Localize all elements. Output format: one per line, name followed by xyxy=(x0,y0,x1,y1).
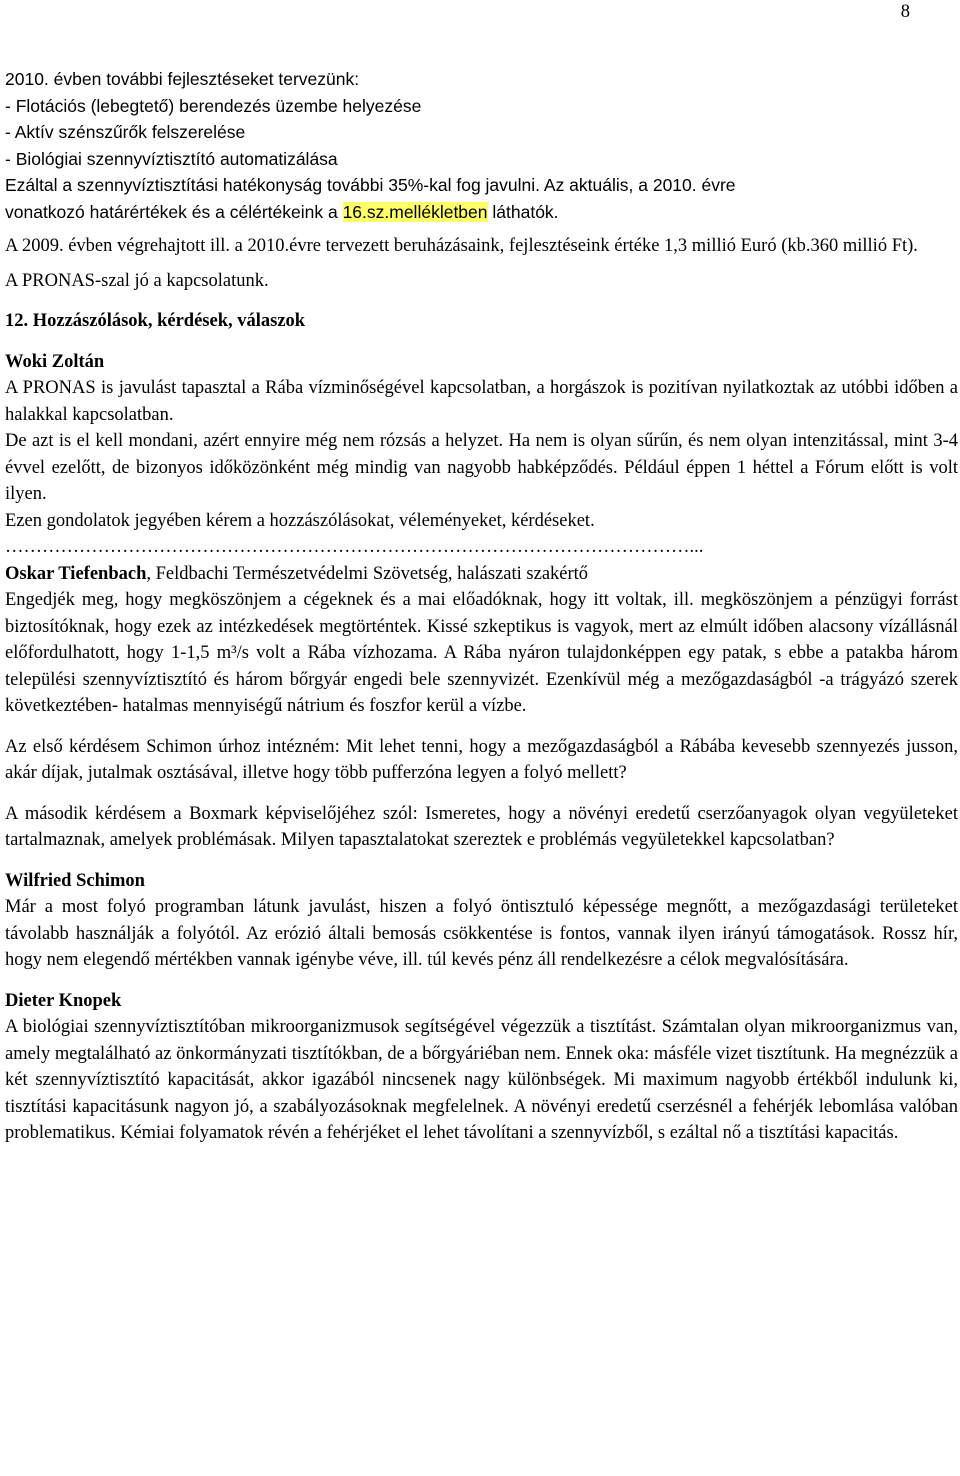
oskar-affiliation: , Feldbachi Természetvédelmi Szövetség, halászati szakértő xyxy=(146,563,589,584)
woki-paragraph-3: Ezen gondolatok jegyében kérem a hozzászólásokat, véleményeket, kérdéseket. xyxy=(5,510,595,531)
speaker-dieter: Dieter Knopek xyxy=(5,990,122,1011)
oskar-question-1: Az első kérdésem Schimon úrhoz intézném: Mit lehet tenni, hogy a mezőgazdaságból a Rábába kevesebb szennyezés jusson, akár díjak, jutalmak osztásával, illetve hogy több pufferzóna legyen a folyó mellett? xyxy=(5,736,958,783)
oskar-paragraph-1: Engedjék meg, hogy megköszönjem a cégeknek és a mai előadóknak, hogy itt voltak, ill. megköszönjem a pénzügyi forrást biztosítóknak, hogy ezek az intézkedések megtörténtek. Kissé szkeptikus is vagyok, mert az elmúlt időben alacsony vízállásnál előfordulhatott, hogy 1-1,5 m³/s volt a Rába vízhozama. A Rába nyáron tulajdonképpen egy patak, s ebbe a patakba három települési szennyvíztisztító és három bőrgyár engedi bele szennyvizét. Ezenkívül még a mezőgazdaságból -a trágyázó szerek következtében- hatalmas mennyiségű nátrium és foszfor kerül a vízbe. xyxy=(5,590,958,716)
page-number: 8 xyxy=(900,2,910,22)
annex-reference: 16.sz.mellékletben xyxy=(342,201,488,222)
intro-line-4: - Biológiai szennyvíztisztító automatizálása xyxy=(5,148,338,169)
woki-paragraph-1: A PRONAS is javulást tapasztal a Rába vízminőségével kapcsolatban, a horgászok is pozitívan nyilatkoztak az utóbbi időben a halakkal kapcsolatban. xyxy=(5,378,958,425)
intro-line-6-start: vonatkozó határértékek és a célértékeink a xyxy=(5,201,343,222)
intro-line-2: - Flotációs (lebegtető) berendezés üzembe helyezése xyxy=(5,95,422,116)
intro-line-5: Ezáltal a szennyvíztisztítási hatékonyság további 35%-kal fog javulni. Az aktuális, a 2010. évre xyxy=(5,175,736,195)
speaker-wilfried: Wilfried Schimon xyxy=(5,870,145,891)
pronas-relation: A PRONAS-szal jó a kapcsolatunk. xyxy=(5,270,269,291)
investment-paragraph: A 2009. évben végrehajtott ill. a 2010.évre tervezett beruházásaink, fejlesztéseink értéke 1,3 millió Euró (kb.360 millió Ft). xyxy=(5,236,918,256)
intro-line-3: - Aktív szénszűrők felszerelése xyxy=(5,122,246,142)
oskar-header xyxy=(5,561,958,588)
intro-line-6 xyxy=(5,199,958,226)
dieter-paragraph: A biológiai szennyvíztisztítóban mikroorganizmusok segítségével végezzük a tisztítást. Számtalan olyan mikroorganizmus van, amely megtalálható az önkormányzati tisztítókban, de a bőrgyáriéban nem. Ennek oka: másféle vizet tisztítunk. Ha megnézzük a két szennyvíztisztító kapacitását, akkor igazából nincsenek nagy különbségek. Mi maximum nagyobb értékből indulunk ki, tisztítási kapacitásunk nagyon jó, a szabályozásoknak megfelelnek. A növényi eredetű cserzésnél a fehérjék lebomlása valóban problematikus. Kémiai folyamatok révén a fehérjéket el lehet távolítani a szennyvízből, s ezáltal nő a tisztítási kapacitás. xyxy=(5,1017,958,1143)
speaker-woki: Woki Zoltán xyxy=(5,351,105,372)
intro-line-1: 2010. évben további fejlesztéseket tervezünk: xyxy=(5,69,360,89)
woki-paragraph-2: De azt is el kell mondani, azért ennyire még nem rózsás a helyzet. Ha nem is olyan sűrűn, és nem olyan intenzitással, mint 3-4 évvel ezelőtt, de bizonyos időközönként még mindig van nagyobb habképződés. Például éppen 1 héttel a Fórum előtt is volt ilyen. xyxy=(5,431,958,504)
section-heading: 12. Hozzászólások, kérdések, válaszok xyxy=(5,311,306,331)
document-body xyxy=(5,66,958,1147)
intro-line-6-end: láthatók. xyxy=(487,201,559,222)
wilfried-paragraph: Már a most folyó programban látunk javulást, hiszen a folyó öntisztuló képessége megnőtt, a mezőgazdasági területeket távolabb használják a folyótól. Az erózió általi bemosás csökkentése is fontos, vannak ilyen irányú támogatások. Rossz hír, hogy nem elegendő mértékben vannak igénybe véve, ill. túl kevés pénz áll rendelkezésre a célok megvalósítására. xyxy=(5,897,958,970)
separator-dots: …………………………………………………………………………………………………... xyxy=(5,537,704,557)
oskar-question-2: A második kérdésem a Boxmark képviselőjéhez szól: Ismeretes, hogy a növényi eredetű cserzőanyagok olyan vegyületeket tartalmaznak, amelyek problémásak. Milyen tapasztalatokat szereztek e problémás vegyületekkel kapcsolatban? xyxy=(5,803,958,850)
speaker-oskar: Oskar Tiefenbach xyxy=(5,563,147,584)
